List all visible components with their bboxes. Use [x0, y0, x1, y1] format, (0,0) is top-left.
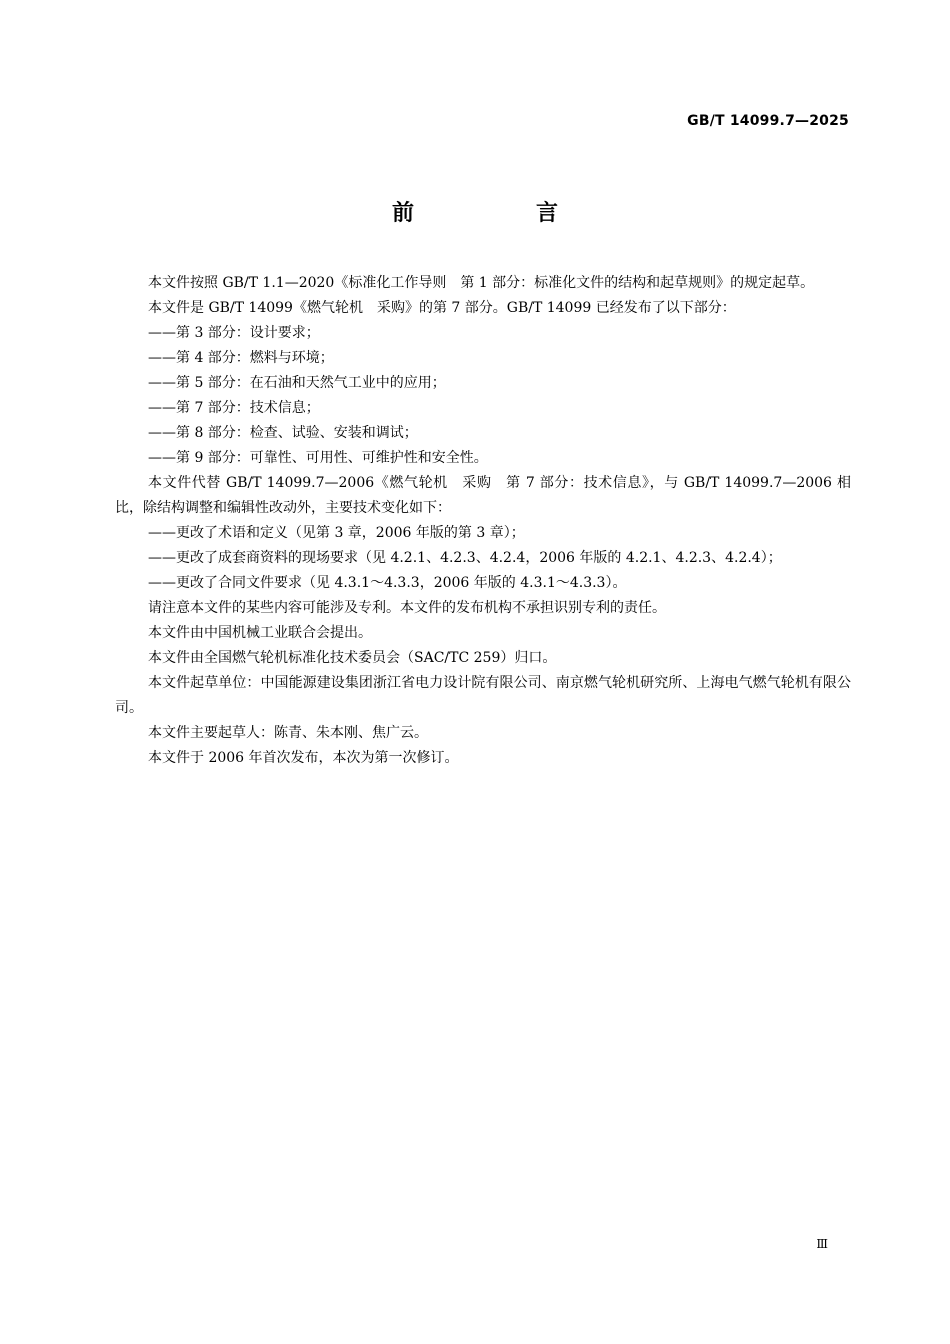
list-item-part-7: ——第 7 部分：技术信息；	[148, 400, 320, 416]
paragraph-patent-notice: 请注意本文件的某些内容可能涉及专利。本文件的发布机构不承担识别专利的责任。	[148, 600, 666, 616]
paragraph-publication-history: 本文件于 2006 年首次发布，本次为第一次修订。	[148, 750, 459, 766]
list-item-part-8: ——第 8 部分：检查、试验、安装和调试；	[148, 425, 418, 441]
paragraph-replaces: 本文件代替 GB/T 14099.7—2006《燃气轮机 采购 第 7 部分：技术信息》，与 GB/T 14099.7—2006 相比，除结构调整和编辑性改动外，主要技术变化如下：	[115, 475, 851, 516]
list-item-change-contract-documents: ——更改了合同文件要求（见 4.3.1～4.3.3，2006 年版的 4.3.1～4.3.3）。	[148, 575, 627, 591]
paragraph-proposed-by: 本文件由中国机械工业联合会提出。	[148, 625, 372, 641]
paragraph-drafting-organizations: 本文件起草单位：中国能源建设集团浙江省电力设计院有限公司、南京燃气轮机研究所、上海电气燃气轮机有限公司。	[115, 675, 851, 716]
list-item-part-9: ——第 9 部分：可靠性、可用性、可维护性和安全性。	[148, 450, 488, 466]
paragraph-drafters: 本文件主要起草人：陈青、朱本刚、焦广云。	[148, 725, 428, 741]
list-item-part-4: ——第 4 部分：燃料与环境；	[148, 350, 334, 366]
paragraph-drafting-rules: 本文件按照 GB/T 1.1—2020《标准化工作导则 第 1 部分：标准化文件的结构和起草规则》的规定起草。	[148, 275, 815, 291]
page-number: Ⅲ	[816, 1237, 828, 1251]
paragraph-technical-committee: 本文件由全国燃气轮机标准化技术委员会（SAC/TC 259）归口。	[148, 650, 557, 666]
list-item-change-site-requirements: ——更改了成套商资料的现场要求（见 4.2.1、4.2.3、4.2.4，2006 年版的 4.2.1、4.2.3、4.2.4）；	[148, 550, 782, 566]
paragraph-series-intro: 本文件是 GB/T 14099《燃气轮机 采购》的第 7 部分。GB/T 14099 已经发布了以下部分：	[148, 300, 736, 316]
document-number: GB/T 14099.7—2025	[687, 113, 849, 129]
list-item-change-terms: ——更改了术语和定义（见第 3 章，2006 年版的第 3 章）；	[148, 525, 525, 541]
list-item-part-5: ——第 5 部分：在石油和天然气工业中的应用；	[148, 375, 446, 391]
foreword-body	[115, 271, 851, 771]
section-title: 前 言	[391, 201, 608, 226]
list-item-part-3: ——第 3 部分：设计要求；	[148, 325, 320, 341]
